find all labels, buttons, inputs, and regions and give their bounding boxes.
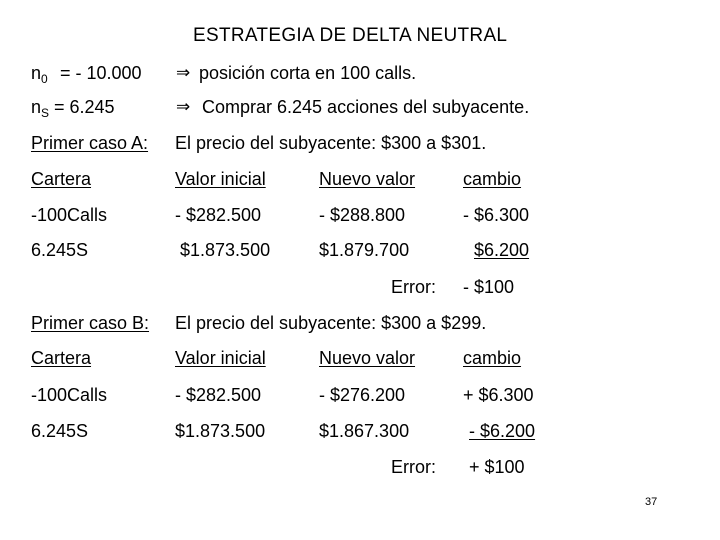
case-a-row2-cartera: 6.245S — [31, 240, 89, 260]
case-b-error-value: + $100 — [469, 457, 525, 477]
case-a-row1-valor-inicial: - $282.500 — [175, 205, 262, 225]
case-a-header-valor-inicial: Valor inicial — [175, 169, 266, 189]
ns-variable — [31, 98, 49, 119]
case-b-error-label: Error: — [391, 457, 436, 477]
case-a-row1-cartera: -100Calls — [31, 205, 108, 225]
case-b-row2-cambio: - $6.200 — [469, 421, 536, 441]
case-a-row2-nuevo-valor: $1.879.700 — [319, 240, 410, 260]
ns-subscript: S — [41, 106, 50, 120]
case-a-header-cambio: cambio — [463, 169, 522, 189]
case-b-header-valor-inicial: Valor inicial — [175, 348, 266, 368]
n0-value: = - 10.000 — [60, 63, 142, 83]
case-a-row1-nuevo-valor: - $288.800 — [319, 205, 406, 225]
case-a-description: El precio del subyacente: $300 a $301. — [175, 133, 487, 153]
case-b-row2-nuevo-valor: $1.867.300 — [319, 421, 410, 441]
case-b-header-cambio: cambio — [463, 348, 522, 368]
case-a-header-cartera: Cartera — [31, 169, 92, 189]
case-b-row1-cartera: -100Calls — [31, 385, 108, 405]
case-a-error-label: Error: — [391, 277, 436, 297]
n0-subscript: 0 — [41, 72, 48, 86]
case-a-row2-cambio: $6.200 — [474, 240, 530, 260]
case-a-row1-cambio: - $6.300 — [463, 205, 530, 225]
implies-arrow-icon: ⇒ — [176, 97, 191, 117]
case-a-label: Primer caso A: — [31, 133, 149, 153]
case-b-row1-cambio: + $6.300 — [463, 385, 534, 405]
case-b-header-cartera: Cartera — [31, 348, 92, 368]
case-a-error-value: - $100 — [463, 277, 515, 297]
ns-description: Comprar 6.245 acciones del subyacente. — [202, 97, 530, 117]
case-b-description: El precio del subyacente: $300 a $299. — [175, 313, 487, 333]
implies-arrow-icon: ⇒ — [176, 63, 191, 83]
n0-description: posición corta en 100 calls. — [199, 63, 417, 83]
n0-symbol: n — [31, 63, 42, 83]
case-b-header-nuevo-valor: Nuevo valor — [319, 348, 416, 368]
case-a-header-nuevo-valor: Nuevo valor — [319, 169, 416, 189]
case-b-row2-valor-inicial: $1.873.500 — [175, 421, 266, 441]
case-a-row2-valor-inicial: $1.873.500 — [180, 240, 271, 260]
ns-value: = 6.245 — [54, 97, 115, 117]
page-title: ESTRATEGIA DE DELTA NEUTRAL — [193, 25, 508, 46]
page-number: 37 — [645, 496, 658, 508]
case-b-row1-nuevo-valor: - $276.200 — [319, 385, 406, 405]
n0-variable — [31, 64, 48, 85]
ns-symbol: n — [31, 97, 42, 117]
case-b-row2-cartera: 6.245S — [31, 421, 89, 441]
case-b-label: Primer caso B: — [31, 313, 150, 333]
case-b-row1-valor-inicial: - $282.500 — [175, 385, 262, 405]
